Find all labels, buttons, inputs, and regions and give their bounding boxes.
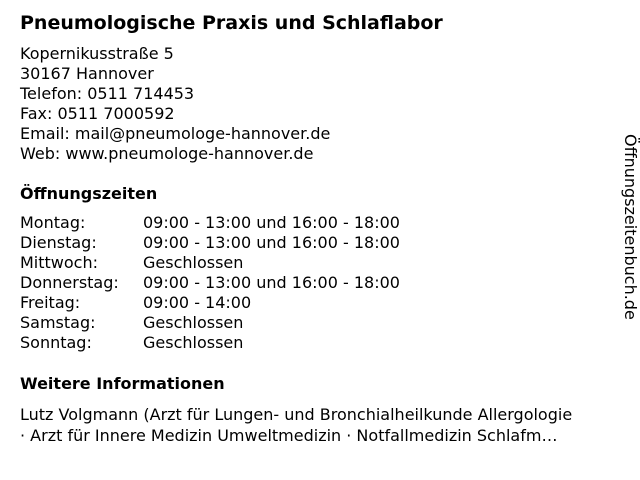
- hours-row-wednesday: [20, 253, 400, 273]
- hours-day-label: Dienstag:: [20, 233, 97, 252]
- hours-value: 09:00 - 13:00 und 16:00 - 18:00: [143, 213, 400, 232]
- hours-value: 09:00 - 13:00 und 16:00 - 18:00: [143, 273, 400, 292]
- further-info-line: Lutz Volgmann (Arzt für Lungen- und Bronchialheilkunde Allergologie: [20, 405, 573, 424]
- hours-day-label: Montag:: [20, 213, 86, 232]
- opening-hours-table: [20, 213, 400, 353]
- address-street: Kopernikusstraße 5: [20, 44, 174, 63]
- hours-row-tuesday: [20, 233, 400, 253]
- further-info-line: · Arzt für Innere Medizin Umweltmedizin · Notfallmedizin Schlafm…: [20, 426, 558, 445]
- hours-value: 09:00 - 13:00 und 16:00 - 18:00: [143, 233, 400, 252]
- further-info-heading: Weitere Informationen: [20, 374, 225, 393]
- hours-day-label: Mittwoch:: [20, 253, 98, 272]
- website-address: Web: www.pneumologe-hannover.de: [20, 144, 314, 163]
- oeffnungszeitenbuch-link[interactable]: Öffnungszeitenbuch.de: [621, 134, 640, 320]
- hours-row-thursday: [20, 273, 400, 293]
- hours-value: Geschlossen: [143, 313, 244, 332]
- practice-title: Pneumologische Praxis und Schlaflabor: [20, 12, 443, 34]
- hours-value: Geschlossen: [143, 333, 244, 352]
- email-address: Email: mail@pneumologe-hannover.de: [20, 124, 331, 143]
- opening-hours-heading: Öffnungszeiten: [20, 184, 158, 203]
- further-info-text: [20, 404, 625, 446]
- contact-block: [20, 44, 330, 164]
- hours-row-monday: [20, 213, 400, 233]
- phone-number: Telefon: 0511 714453: [20, 84, 195, 103]
- hours-value: Geschlossen: [143, 253, 244, 272]
- hours-day-label: Donnerstag:: [20, 273, 119, 292]
- hours-row-friday: [20, 293, 400, 313]
- fax-number: Fax: 0511 7000592: [20, 104, 175, 123]
- hours-row-saturday: [20, 313, 400, 333]
- hours-day-label: Sonntag:: [20, 333, 92, 352]
- hours-value: 09:00 - 14:00: [143, 293, 252, 312]
- hours-day-label: Freitag:: [20, 293, 81, 312]
- address-city: 30167 Hannover: [20, 64, 154, 83]
- hours-row-sunday: [20, 333, 400, 353]
- hours-day-label: Samstag:: [20, 313, 96, 332]
